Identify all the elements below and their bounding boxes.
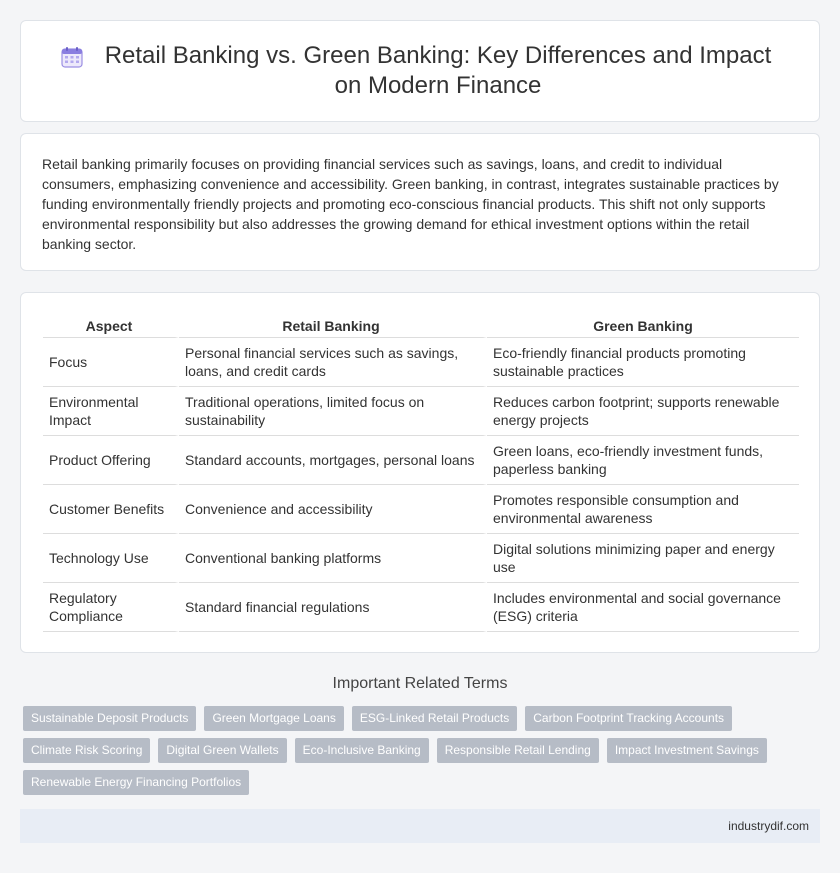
row-green: Eco-friendly financial products promoting sustainable practices [487, 338, 799, 387]
row-green: Reduces carbon footprint; supports renewable energy projects [487, 387, 799, 436]
table-row [43, 583, 799, 632]
row-green: Promotes responsible consumption and environmental awareness [487, 485, 799, 534]
table-row [43, 436, 799, 485]
related-term-tag[interactable]: Renewable Energy Financing Portfolios [23, 770, 249, 795]
related-terms-list [23, 706, 823, 802]
row-aspect: Environmental Impact [43, 387, 179, 436]
row-retail: Standard accounts, mortgages, personal loans [179, 436, 487, 485]
row-aspect: Regulatory Compliance [43, 583, 179, 632]
page-title: Retail Banking vs. Green Banking: Key Differences and Impact on Modern Finance [104, 42, 772, 99]
row-retail: Traditional operations, limited focus on sustainability [179, 387, 487, 436]
related-term-tag[interactable]: Carbon Footprint Tracking Accounts [525, 706, 732, 731]
row-aspect: Customer Benefits [43, 485, 179, 534]
calendar-icon [61, 46, 83, 68]
row-aspect: Focus [43, 338, 179, 387]
intro-paragraph: Retail banking primarily focuses on providing financial services such as savings, loans, and credit to individual consumers, emphasizing convenience and accessibility. Green banking, in contrast, integrates sustainable practices by funding environmentally friendly projects and promoting eco-conscious financial products. This shift not only supports environmental responsibility but also addresses the growing demand for ethical investment options within the retail banking sector. [42, 156, 779, 252]
row-green: Green loans, eco-friendly investment funds, paperless banking [487, 436, 799, 485]
table-row [43, 387, 799, 436]
intro-card [20, 133, 820, 271]
row-retail: Standard financial regulations [179, 583, 487, 632]
footer [20, 809, 820, 843]
row-aspect: Technology Use [43, 534, 179, 583]
related-term-tag[interactable]: Responsible Retail Lending [437, 738, 599, 763]
row-retail: Conventional banking platforms [179, 534, 487, 583]
row-retail: Personal financial services such as savings, loans, and credit cards [179, 338, 487, 387]
related-term-tag[interactable]: Green Mortgage Loans [204, 706, 343, 731]
comparison-table-card [20, 292, 820, 653]
table-header-row [43, 314, 799, 338]
footer-site-link[interactable]: industrydif.com [728, 819, 809, 833]
table-row [43, 338, 799, 387]
comparison-table [43, 314, 799, 632]
row-green: Digital solutions minimizing paper and energy use [487, 534, 799, 583]
header-card [20, 20, 820, 122]
related-term-tag[interactable]: Climate Risk Scoring [23, 738, 150, 763]
header-retail-banking: Retail Banking [179, 314, 487, 338]
related-term-tag[interactable]: Sustainable Deposit Products [23, 706, 196, 731]
table-row [43, 485, 799, 534]
related-terms-title: Important Related Terms [332, 675, 508, 692]
header-green-banking: Green Banking [487, 314, 799, 338]
row-aspect: Product Offering [43, 436, 179, 485]
row-green: Includes environmental and social governance (ESG) criteria [487, 583, 799, 632]
related-term-tag[interactable]: ESG-Linked Retail Products [352, 706, 517, 731]
row-retail: Convenience and accessibility [179, 485, 487, 534]
related-term-tag[interactable]: Impact Investment Savings [607, 738, 767, 763]
header-aspect: Aspect [43, 314, 179, 338]
related-term-tag[interactable]: Digital Green Wallets [158, 738, 286, 763]
table-row [43, 534, 799, 583]
related-term-tag[interactable]: Eco-Inclusive Banking [295, 738, 429, 763]
